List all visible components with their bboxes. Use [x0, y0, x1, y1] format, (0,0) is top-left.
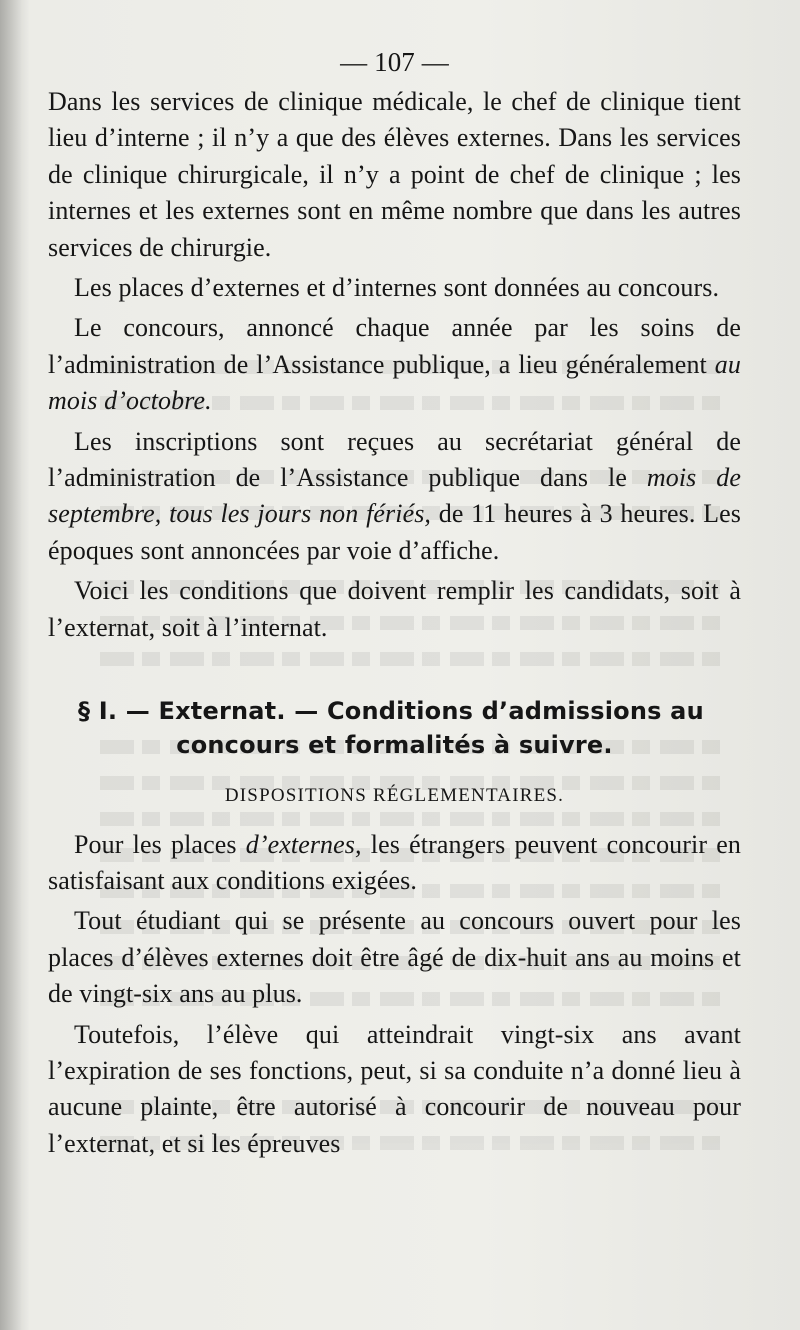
- paragraph-externes-text-b: les étrangers peuvent concourir en satisfaisant aux conditions exigées.: [48, 829, 742, 895]
- binding-shadow: [0, 0, 30, 1330]
- section-heading-line1: § I. — Externat. — Conditions d’admissions au: [78, 697, 704, 726]
- paragraph-places: Les places d’externes et d’internes sont données au concours.: [74, 273, 720, 303]
- paragraph-clinique: Dans les services de clinique médicale, le chef de clinique tient lieu d’interne ; il n’y a que des élèves externes. Dans les services de clinique chirurgicale, il n’y a point de chef de clinique ; les internes et les externes sont en même nombre que dans les autres services de chirurgie.: [48, 87, 741, 262]
- paragraph-inscriptions-text-a: Les inscriptions sont reçues au secrétariat général de l’administration de l’Assistance publique dans le: [48, 426, 741, 493]
- paragraph-conditions: Voici les conditions que doivent remplir les candidats, soit à l’externat, soit à l’internat.: [48, 576, 741, 642]
- paragraph-concours-italic: au mois d’octobre.: [48, 349, 741, 416]
- paragraph-concours: [48, 310, 741, 419]
- paragraph-externes: [48, 827, 741, 900]
- paragraph-externes-italic: d’externes,: [245, 829, 362, 859]
- paragraph-toutefois: Toutefois, l’élève qui atteindrait vingt-six ans avant l’expiration de ses fonctions, peut, si sa conduite n’a donné lieu à aucune plainte, être autorisé à concourir de nouveau pour l’externat, et si les épreuves: [48, 1019, 741, 1158]
- subheading-dispositions: DISPOSITIONS RÉGLEMENTAIRES.: [224, 785, 565, 807]
- paragraph-inscriptions: [48, 424, 741, 570]
- page-number: — 107 —: [340, 47, 449, 77]
- paragraph-inscriptions-italic: mois de septembre, tous les jours non fériés,: [48, 463, 742, 529]
- paragraph-externes-text-a: Pour les places: [74, 829, 246, 859]
- paragraph-inscriptions-text-b: de 11 heures à 3 heures. Les époques sont annoncées par voie d’affiche.: [48, 499, 741, 565]
- section-heading-line2: concours et formalités à suivre.: [176, 731, 613, 760]
- paragraph-concours-text: Le concours, annoncé chaque année par les soins de l’administration de l’Assistance publique, a lieu généralement: [48, 313, 741, 379]
- page-text: [48, 40, 741, 1162]
- section-heading: [48, 694, 741, 762]
- paragraph-age: Tout étudiant qui se présente au concours ouvert pour les places d’élèves externes doit être âgé de dix-huit ans au moins et de vingt-six ans au plus.: [48, 906, 741, 1009]
